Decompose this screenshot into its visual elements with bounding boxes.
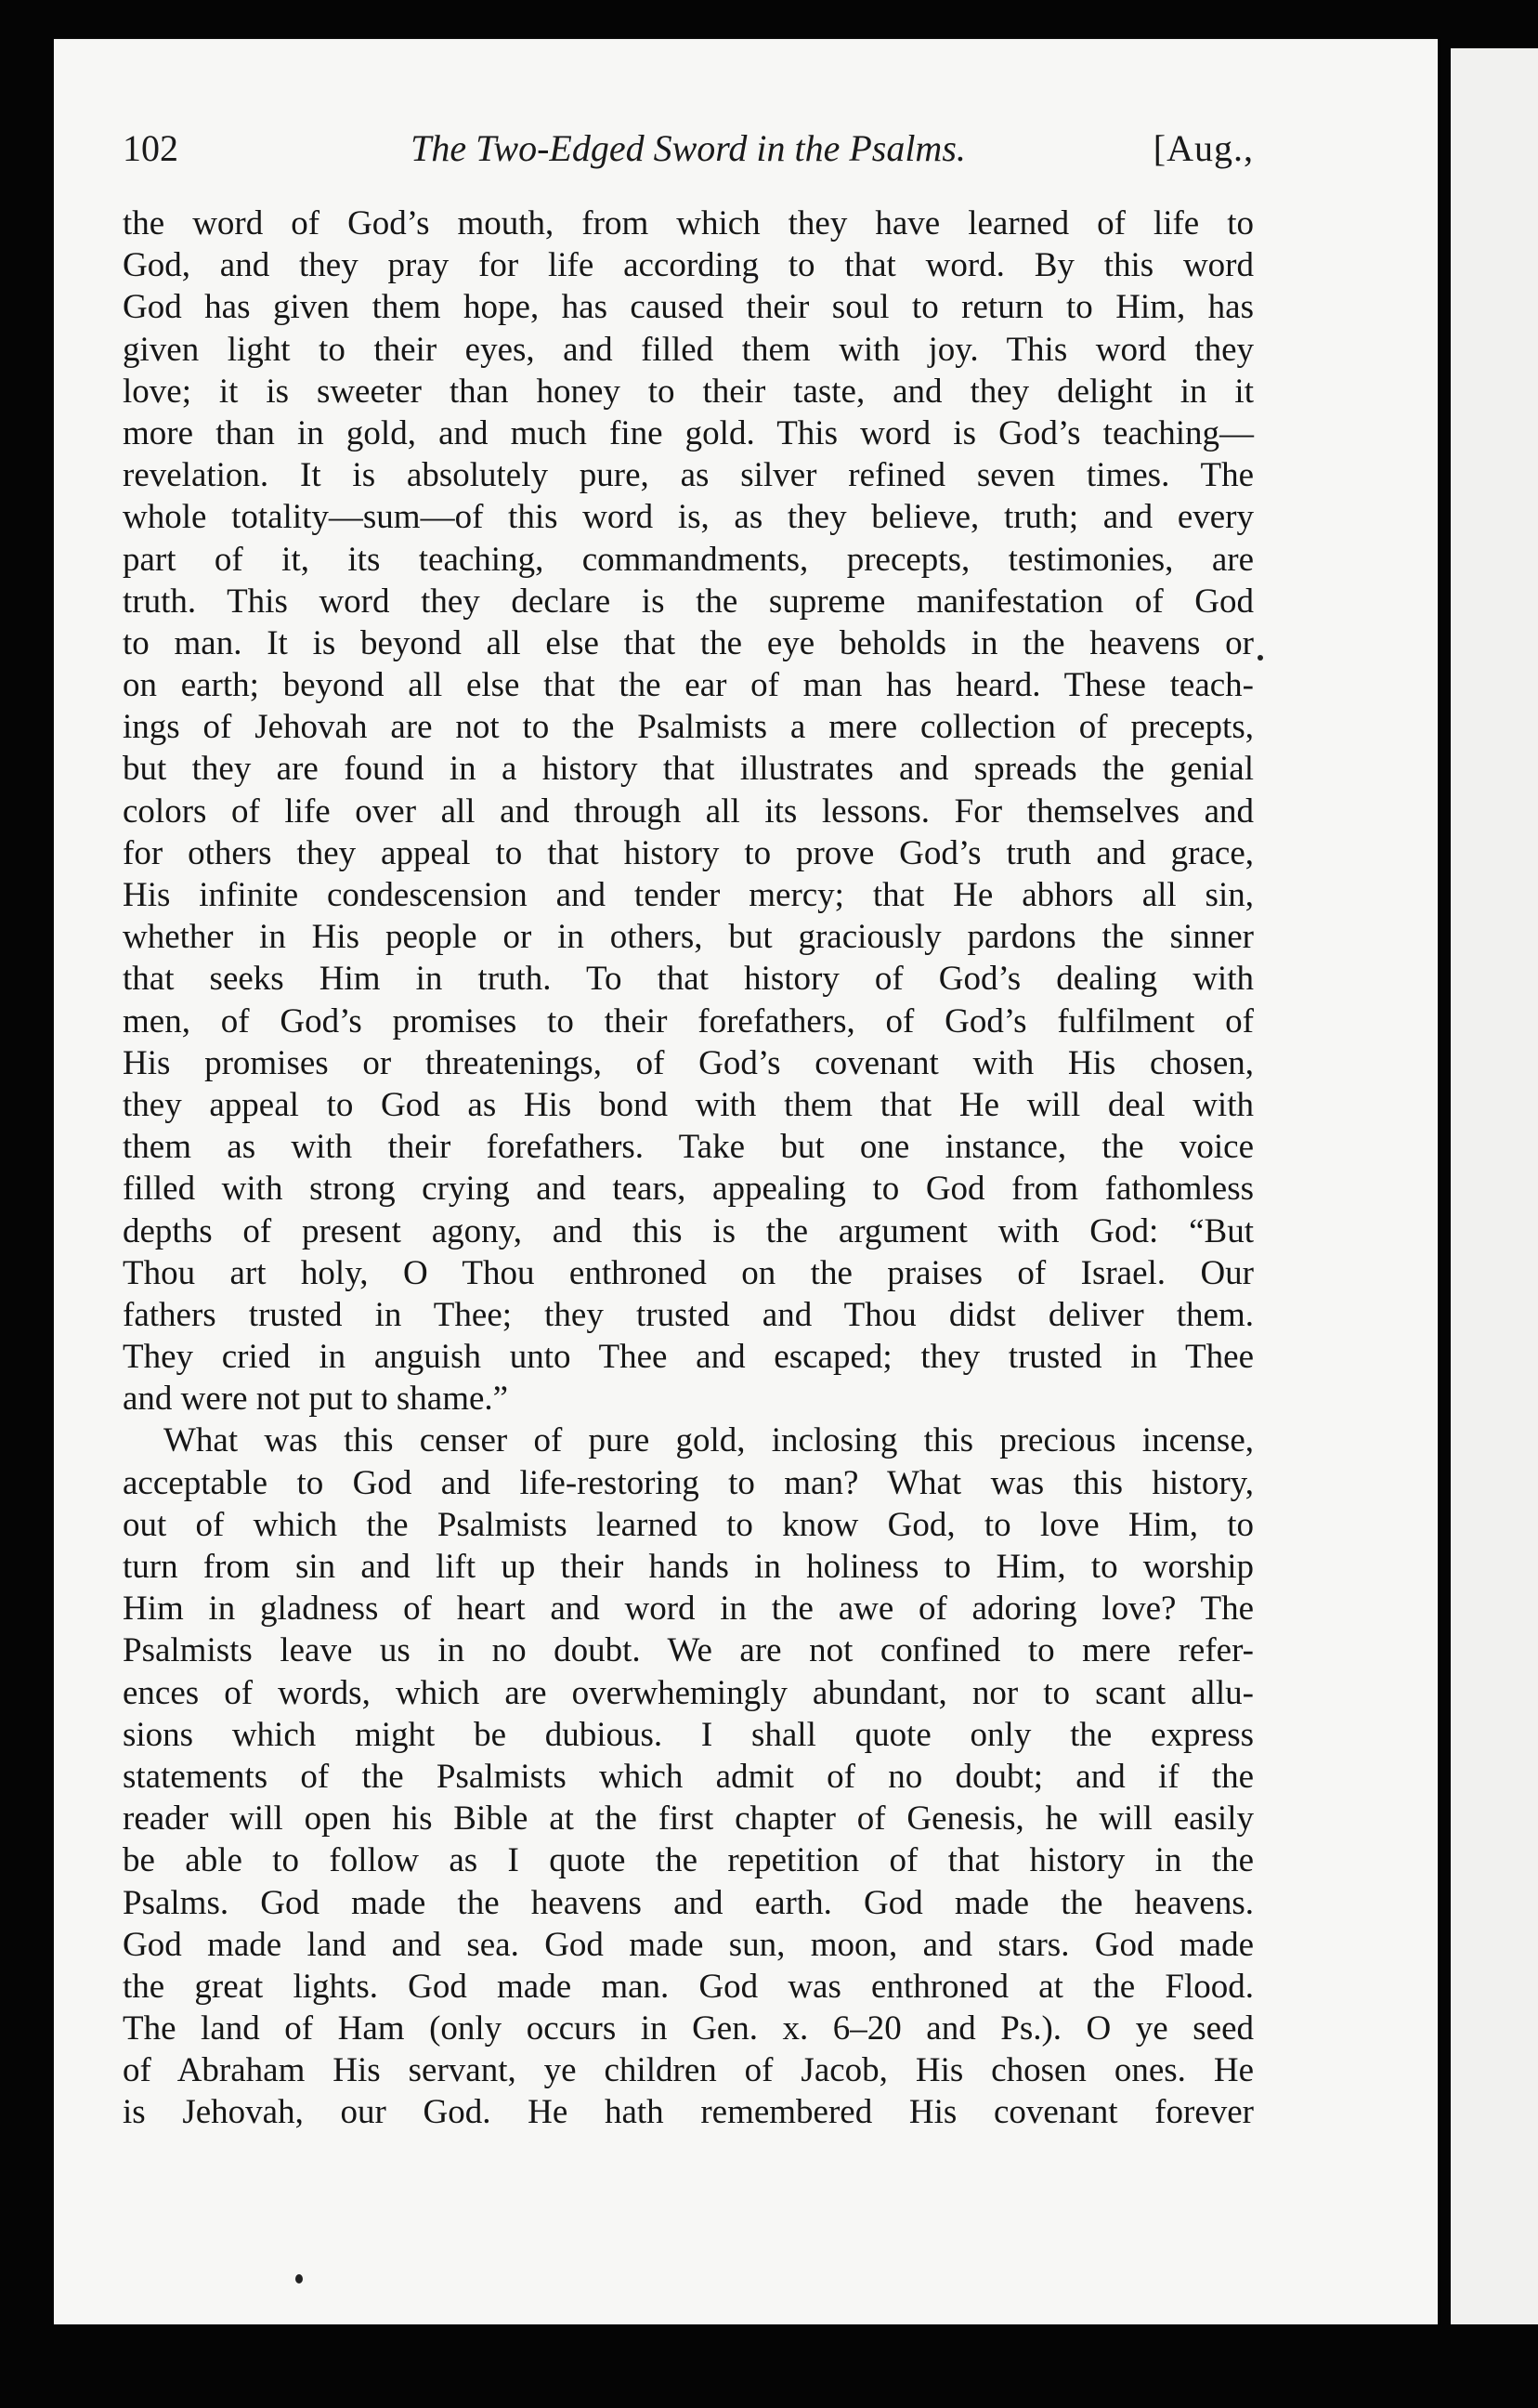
facing-page-edge bbox=[1451, 48, 1538, 2324]
text-line: depths of present agony, and this is the argument with God: “But bbox=[123, 1211, 1254, 1250]
text-line: They cried in anguish unto Thee and escaped; they trusted in Thee bbox=[123, 1338, 1254, 1377]
text-line: ences of words, which are overwhemingly abundant, nor to scant allu- bbox=[123, 1673, 1254, 1712]
page-number: 102 bbox=[123, 127, 178, 169]
text-line: of Abraham His servant, ye children of Jacob, His chosen ones. He bbox=[123, 2051, 1254, 2090]
text-line: ings of Jehovah are not to the Psalmists a mere collection of precepts, bbox=[123, 708, 1254, 747]
text-line: is Jehovah, our God. He hath remembered His covenant forever bbox=[123, 2093, 1254, 2132]
print-speck bbox=[1258, 655, 1263, 661]
body-text bbox=[123, 203, 1254, 2134]
text-line: colors of life over all and through all its lessons. For themselves and bbox=[123, 792, 1254, 831]
text-line: His infinite condescension and tender mercy; that He abhors all sin, bbox=[123, 876, 1254, 914]
text-line: love; it is sweeter than honey to their taste, and they delight in it bbox=[123, 372, 1254, 411]
text-line: filled with strong crying and tears, appealing to God from fathomless bbox=[123, 1170, 1254, 1209]
paragraph bbox=[123, 1420, 1254, 2133]
text-line: but they are found in a history that illustrates and spreads the genial bbox=[123, 750, 1254, 789]
text-line: that seeks Him in truth. To that history of God’s dealing with bbox=[123, 960, 1254, 999]
text-line: God has given them hope, has caused their soul to return to Him, has bbox=[123, 288, 1254, 327]
text-line: God, and they pray for life according to that word. By this word bbox=[123, 246, 1254, 285]
text-line: truth. This word they declare is the supreme manifestation of God bbox=[123, 582, 1254, 621]
text-line: turn from sin and lift up their hands in holiness to Him, to worship bbox=[123, 1548, 1254, 1586]
text-line: statements of the Psalmists which admit of no doubt; and if the bbox=[123, 1757, 1254, 1796]
text-line: them as with their forefathers. Take but one instance, the voice bbox=[123, 1128, 1254, 1167]
text-line: to man. It is beyond all else that the eye beholds in the heavens or bbox=[123, 623, 1254, 662]
text-line: for others they appeal to that history to prove God’s truth and grace, bbox=[123, 833, 1254, 872]
text-line: What was this censer of pure gold, inclosing this precious incense, bbox=[163, 1421, 1254, 1460]
text-line: part of it, its teaching, commandments, precepts, testimonies, are bbox=[123, 540, 1254, 579]
text-line: whole totality—sum—of this word is, as they believe, truth; and every bbox=[123, 498, 1254, 537]
text-line: revelation. It is absolutely pure, as silver refined seven times. The bbox=[123, 456, 1254, 495]
paragraph bbox=[123, 203, 1254, 1420]
text-line: whether in His people or in others, but graciously pardons the sinner bbox=[123, 918, 1254, 957]
date-mark: [Aug., bbox=[1153, 127, 1254, 169]
text-line: The land of Ham (only occurs in Gen. x. 6–20 and Ps.). O ye seed bbox=[123, 2009, 1254, 2048]
text-line: and were not put to shame.” bbox=[123, 1380, 509, 1419]
text-line: men, of God’s promises to their forefathers, of God’s fulfilment of bbox=[123, 1001, 1254, 1040]
print-speck bbox=[295, 2274, 303, 2284]
text-line: fathers trusted in Thee; they trusted and Thou didst deliver them. bbox=[123, 1295, 1254, 1334]
text-line: Thou art holy, O Thou enthroned on the praises of Israel. Our bbox=[123, 1253, 1254, 1292]
text-line: they appeal to God as His bond with them that He will deal with bbox=[123, 1085, 1254, 1124]
text-line: given light to their eyes, and filled them with joy. This word they bbox=[123, 330, 1254, 369]
text-line: the great lights. God made man. God was enthroned at the Flood. bbox=[123, 1967, 1254, 2006]
text-line: acceptable to God and life-restoring to man? What was this history, bbox=[123, 1463, 1254, 1502]
running-title: The Two-Edged Sword in the Psalms. bbox=[411, 127, 966, 169]
text-line: Him in gladness of heart and word in the awe of adoring love? The bbox=[123, 1590, 1254, 1629]
text-line: His promises or threatenings, of God’s covenant with His chosen, bbox=[123, 1043, 1254, 1082]
text-line: reader will open his Bible at the first chapter of Genesis, he will easily bbox=[123, 1799, 1254, 1839]
text-line: the word of God’s mouth, from which they have learned of life to bbox=[123, 204, 1254, 242]
text-line: sions which might be dubious. I shall quote only the express bbox=[123, 1715, 1254, 1754]
text-line: Psalms. God made the heavens and earth. God made the heavens. bbox=[123, 1883, 1254, 1922]
text-line: more than in gold, and much fine gold. This word is God’s teaching— bbox=[123, 413, 1254, 452]
page-header bbox=[123, 126, 1254, 182]
text-line: on earth; beyond all else that the ear of man has heard. These teach- bbox=[123, 666, 1254, 705]
text-line: be able to follow as I quote the repetition of that history in the bbox=[123, 1841, 1254, 1880]
text-line: out of which the Psalmists learned to know God, to love Him, to bbox=[123, 1505, 1254, 1544]
text-line: God made land and sea. God made sun, moon, and stars. God made bbox=[123, 1925, 1254, 1964]
text-line: Psalmists leave us in no doubt. We are not confined to mere refer- bbox=[123, 1631, 1254, 1670]
